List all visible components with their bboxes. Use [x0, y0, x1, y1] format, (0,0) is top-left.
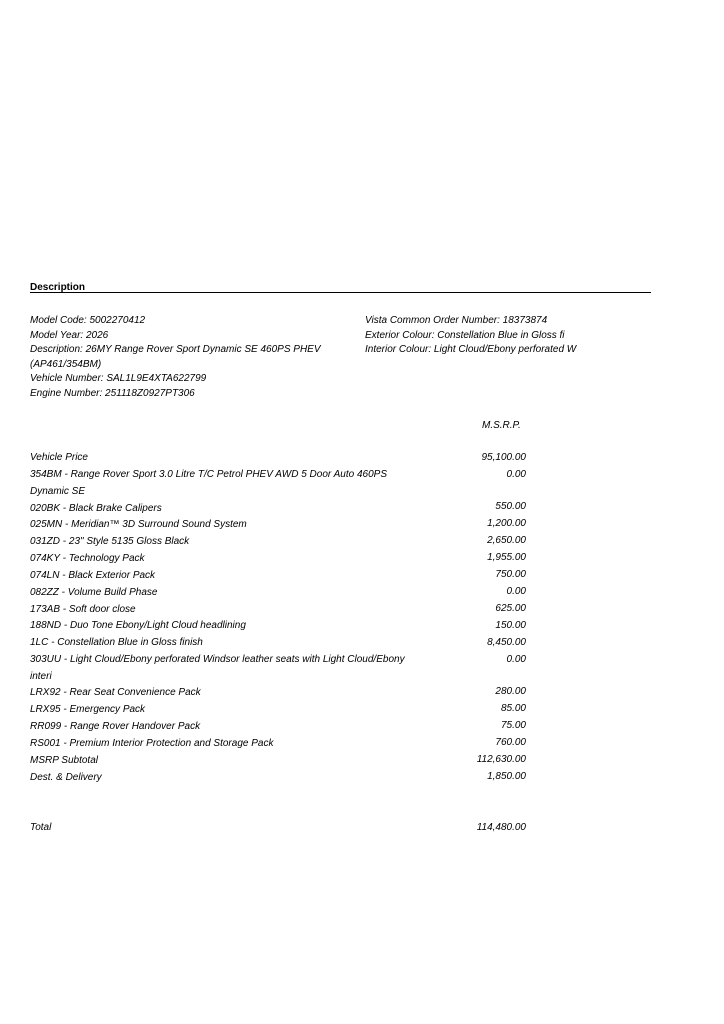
line-item-price: 280.00	[495, 686, 526, 697]
line-item-price: 85.00	[500, 703, 526, 714]
line-item-price: 2,650.00	[487, 535, 526, 546]
line-item-price: 0.00	[506, 654, 526, 665]
line-item-price: 8,450.00	[487, 637, 526, 648]
vehicle-number: Vehicle Number: SAL1L9E4XTA622799	[30, 373, 207, 385]
header-divider	[30, 292, 651, 293]
line-item-label: RR099 - Range Rover Handover Pack	[30, 721, 201, 732]
line-item-price: 0.00	[506, 469, 526, 480]
subtotal-price: 112,630.00	[476, 754, 526, 765]
line-item-label: 074LN - Black Exterior Pack	[30, 570, 156, 581]
line-item-price: 1,200.00	[487, 518, 526, 529]
line-item-label: 082ZZ - Volume Build Phase	[30, 587, 158, 598]
line-item-label: 173AB - Soft door close	[30, 604, 136, 615]
line-item-label: 031ZD - 23" Style 5135 Gloss Black	[30, 536, 190, 547]
line-item-price: 0.00	[506, 586, 526, 597]
total-label: Total	[30, 822, 52, 833]
line-item-label: 303UU - Light Cloud/Ebony perforated Windsor leather seats with Light Cloud/Ebony	[30, 654, 405, 665]
line-item-price: 75.00	[500, 720, 526, 731]
line-item-label: RS001 - Premium Interior Protection and Storage Pack	[30, 738, 274, 749]
vehicle-description: Description: 26MY Range Rover Sport Dynamic SE 460PS PHEV	[30, 344, 321, 356]
line-item-price: 95,100.00	[481, 452, 526, 463]
vehicle-description-cont: (AP461/354BM)	[30, 358, 102, 370]
line-item-label: Dynamic SE	[30, 486, 86, 497]
line-item-price: 760.00	[495, 737, 526, 748]
line-item-label: 1LC - Constellation Blue in Gloss finish	[30, 637, 203, 648]
line-item-label: Vehicle Price	[30, 452, 88, 463]
vehicle-info-left	[30, 314, 321, 402]
order-number: Vista Common Order Number: 18373874	[365, 315, 548, 326]
model-code: Model Code: 5002270412	[30, 315, 146, 326]
exterior-colour: Exterior Colour: Constellation Blue in Gloss fi	[365, 329, 565, 341]
interior-colour: Interior Colour: Light Cloud/Ebony perforated W	[365, 344, 577, 356]
line-item-price: 625.00	[495, 603, 526, 614]
line-item-price: 550.00	[495, 501, 526, 512]
line-item-label: LRX92 - Rear Seat Convenience Pack	[30, 687, 201, 698]
model-year: Model Year: 2026	[30, 329, 109, 341]
delivery-label: Dest. & Delivery	[30, 772, 102, 783]
delivery-price: 1,850.00	[487, 771, 526, 782]
line-item-price: 150.00	[495, 620, 526, 631]
line-item-label: LRX95 - Emergency Pack	[30, 704, 146, 715]
line-item-price: 750.00	[495, 569, 526, 580]
total-price: 114,480.00	[476, 822, 526, 833]
engine-number: Engine Number: 251118Z0927PT306	[30, 387, 195, 399]
line-item-label: 188ND - Duo Tone Ebony/Light Cloud headlining	[30, 620, 246, 631]
vehicle-info-right	[365, 314, 576, 358]
section-title: Description	[30, 282, 86, 293]
line-item-label: interi	[30, 671, 52, 682]
line-item-label: 354BM - Range Rover Sport 3.0 Litre T/C Petrol PHEV AWD 5 Door Auto 460PS	[30, 469, 388, 480]
subtotal-label: MSRP Subtotal	[30, 755, 98, 766]
line-item-price: 1,955.00	[487, 552, 526, 563]
line-item-label: 020BK - Black Brake Calipers	[30, 503, 162, 514]
line-item-label: 074KY - Technology Pack	[30, 553, 145, 564]
line-item-label: 025MN - Meridian™ 3D Surround Sound System	[30, 519, 247, 530]
msrp-column-header: M.S.R.P.	[482, 420, 521, 431]
